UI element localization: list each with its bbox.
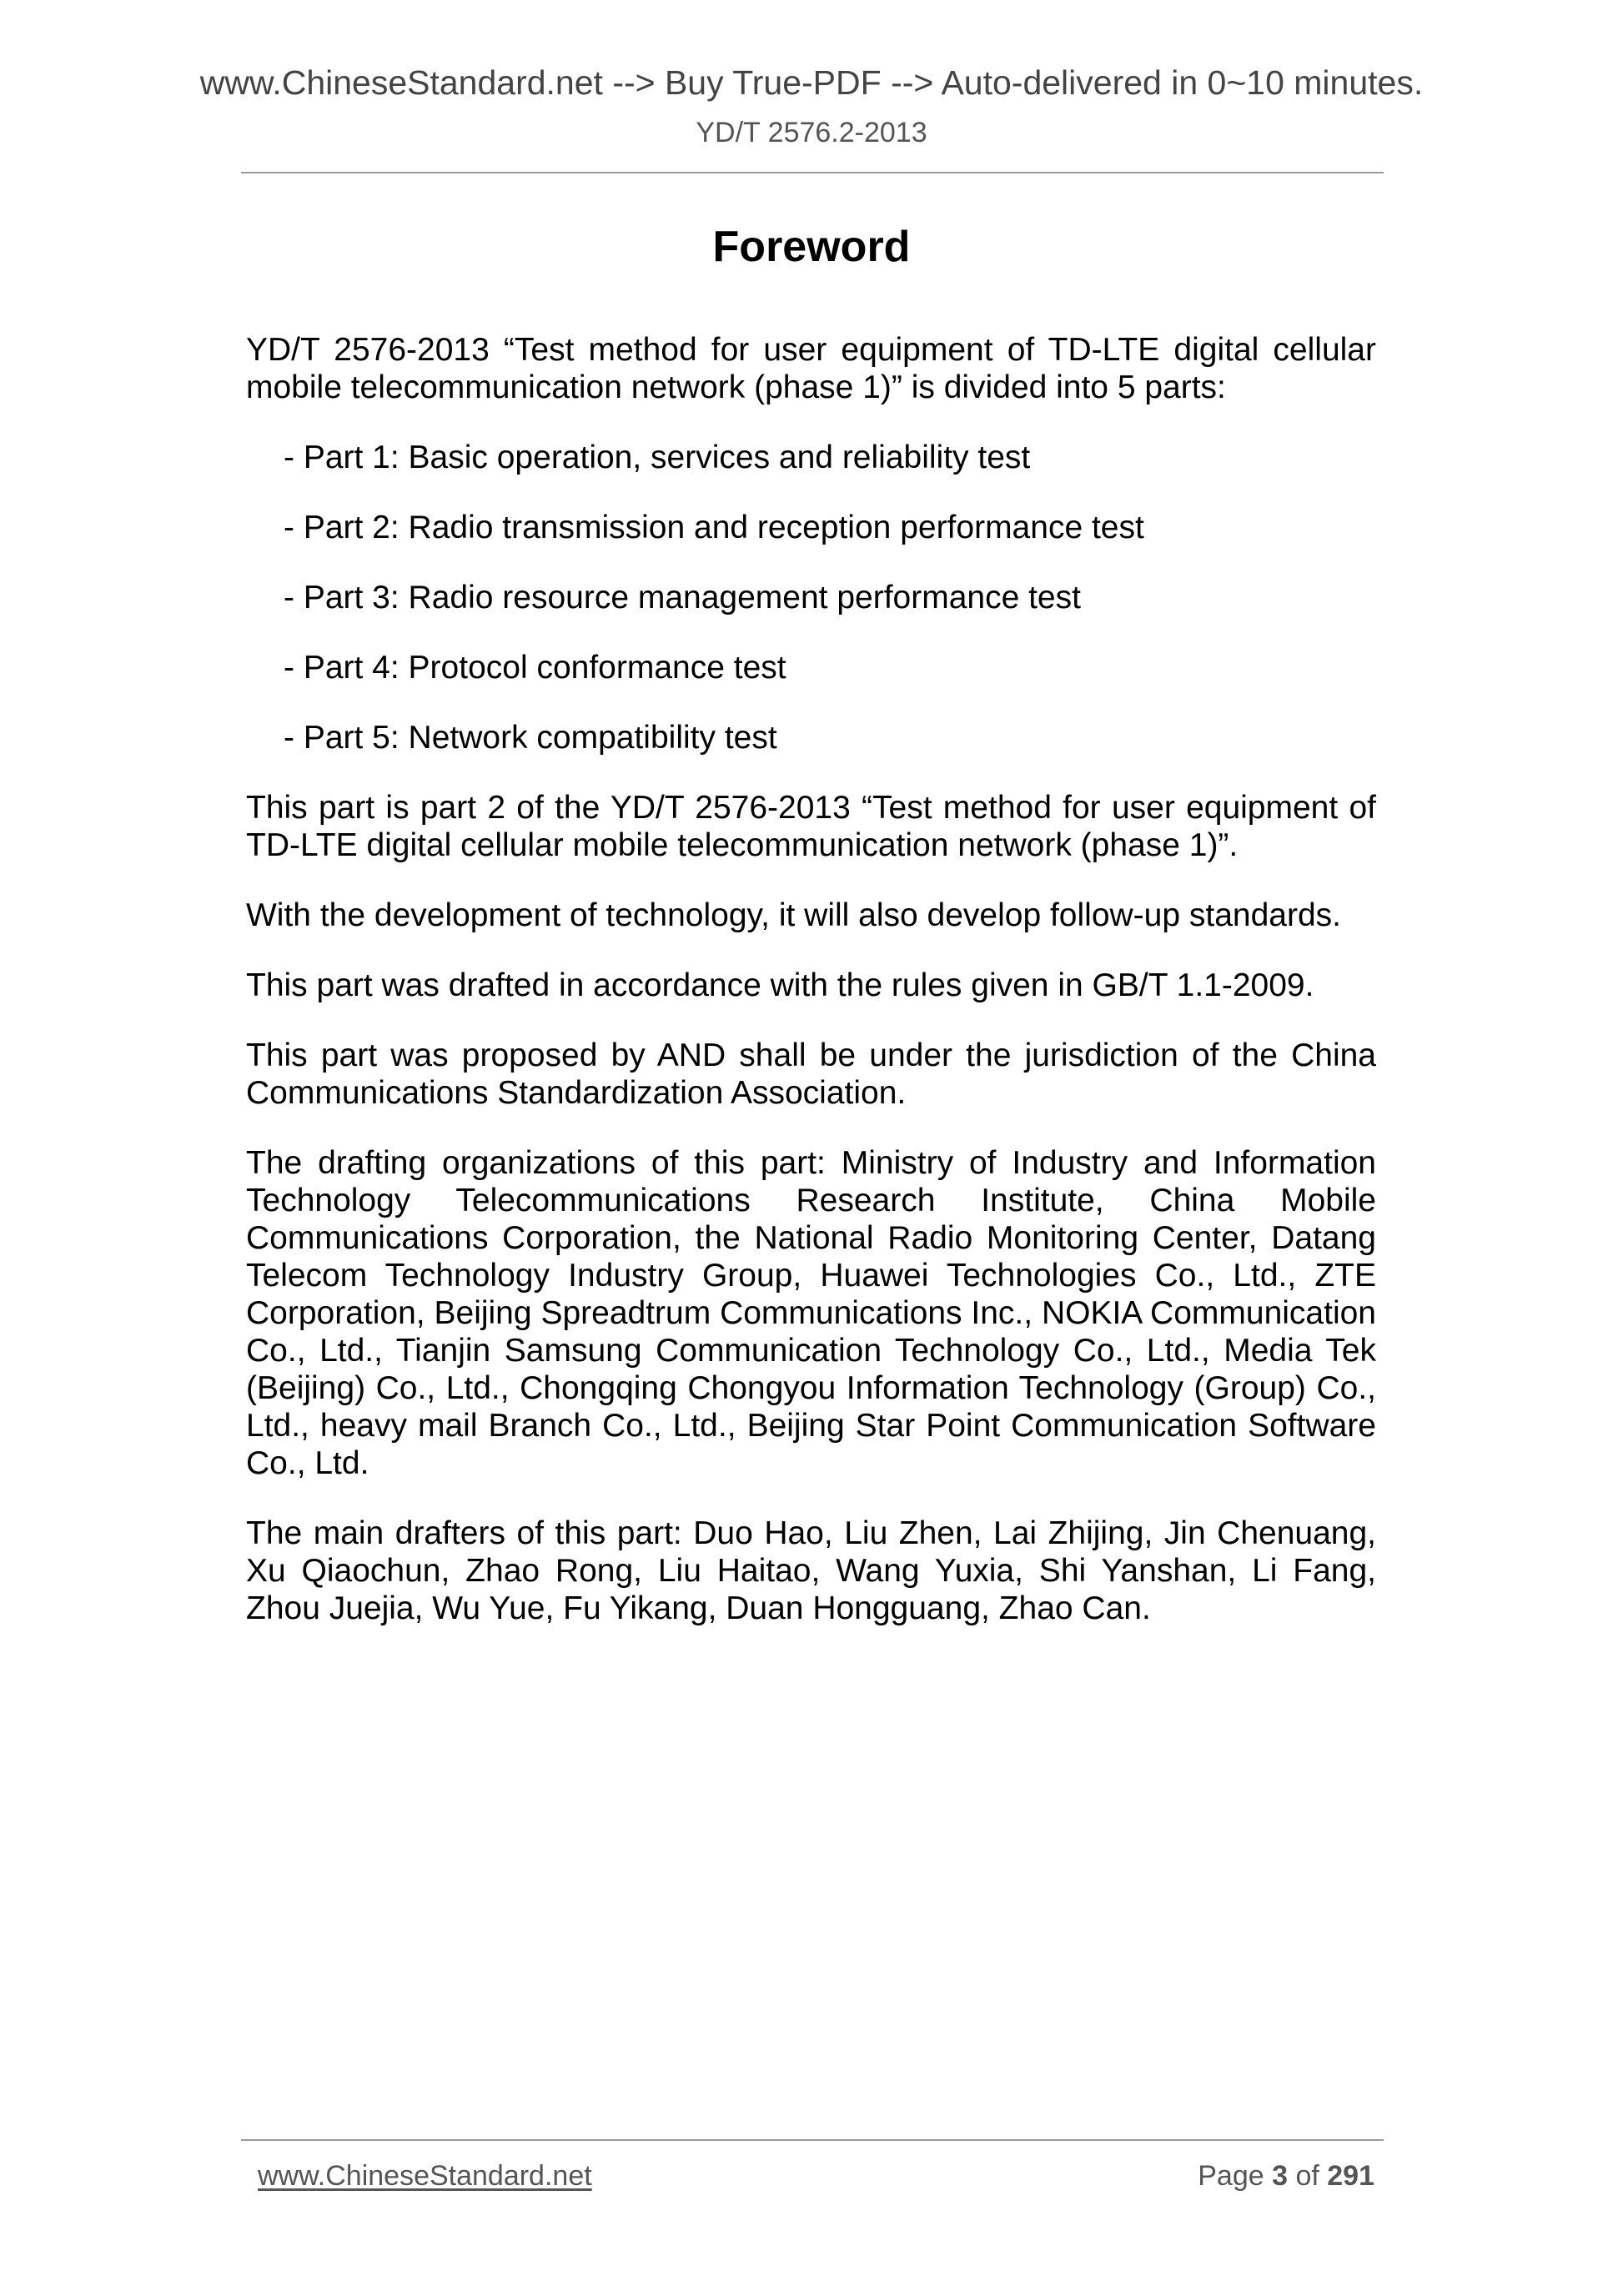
part-list-item: - Part 4: Protocol conformance test <box>284 650 786 686</box>
part-list-item: - Part 2: Radio transmission and reception performance test <box>284 510 1144 545</box>
page-indicator <box>1198 2157 1374 2195</box>
footer-divider <box>241 2139 1384 2141</box>
standard-code: YD/T 2576.2-2013 <box>696 117 927 148</box>
part-list-item: - Part 1: Basic operation, services and reliability test <box>284 440 1031 475</box>
current-page: 3 <box>1272 2160 1289 2192</box>
part-list-item: - Part 5: Network compatibility test <box>284 720 777 756</box>
document-body <box>246 331 1376 1660</box>
main-drafters-paragraph: The main drafters of this part: Duo Hao, Liu Zhen, Lai Zhijing, Jin Chenuang, Xu Qiaochun, Zhao Rong, Liu Haitao, Wang Yuxia, Shi Yanshan, Li Fang, Zhou Juejia, Wu Yue, Fu Yikang, Duan Hongguang, Zhao Can. <box>246 1515 1376 1626</box>
page-title: Foreword <box>712 223 911 271</box>
follow-up-paragraph: With the development of technology, it will also develop follow-up standards. <box>246 897 1341 933</box>
total-pages: 291 <box>1327 2160 1374 2192</box>
page-separator: of <box>1288 2160 1328 2192</box>
jurisdiction-paragraph: This part was proposed by AND shall be under the jurisdiction of the China Communications Standardization Association. <box>246 1037 1376 1111</box>
drafting-rules-paragraph: This part was drafted in accordance with the rules given in GB/T 1.1-2009. <box>246 967 1314 1003</box>
intro-paragraph: YD/T 2576-2013 “Test method for user equipment of TD-LTE digital cellular mobile telecommunication network (phase 1)” is divided into 5 parts: <box>246 332 1376 405</box>
drafting-organizations-paragraph: The drafting organizations of this part: Ministry of Industry and Information Technology Telecommunications Research Institute, China Mobile Communications Corporation, the National Radio Monitoring Center, Datang Telecom Technology Industry Group, Huawei Technologies Co., Ltd., ZTE Corporation, Beijing Spreadtrum Communications Inc., NOKIA Communication Co., Ltd., Tianjin Samsung Communication Technology Co., Ltd., Media Tek (Beijing) Co., Ltd., Chongqing Chongyou Information Technology (Group) Co., Ltd., heavy mail Branch Co., Ltd., Beijing Star Point Communication Software Co., Ltd. <box>246 1145 1376 1481</box>
part-scope-paragraph: This part is part 2 of the YD/T 2576-2013 “Test method for user equipment of TD-LTE digital cellular mobile telecommunication network (phase 1)”. <box>246 790 1376 863</box>
header-divider <box>241 172 1384 173</box>
page-prefix: Page <box>1198 2160 1273 2192</box>
header-banner: www.ChineseStandard.net --> Buy True-PDF --> Auto-delivered in 0~10 minutes. <box>199 63 1424 102</box>
part-list-item: - Part 3: Radio resource management performance test <box>284 580 1081 615</box>
footer-site-link[interactable]: www.ChineseStandard.net <box>258 2160 592 2192</box>
